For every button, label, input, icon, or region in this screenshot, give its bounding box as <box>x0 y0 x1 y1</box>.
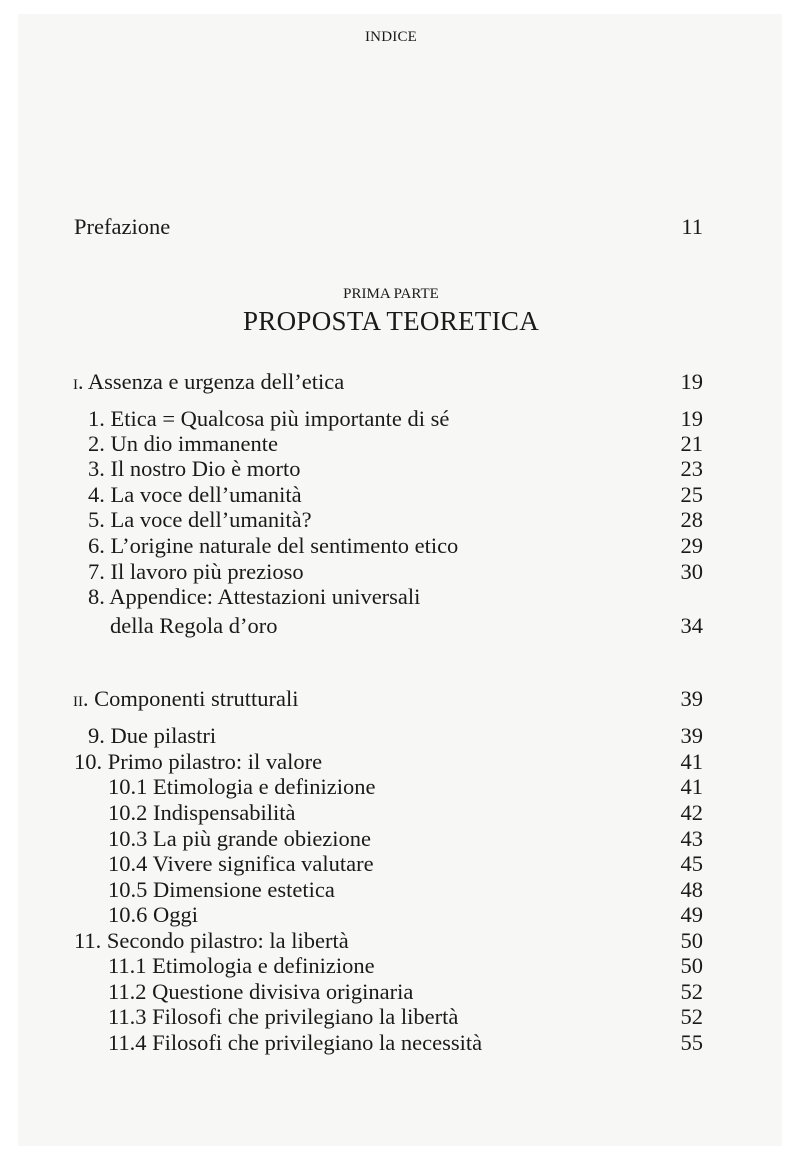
entry-title: 2. Un dio immanente <box>88 431 278 456</box>
toc-entry-continuation[interactable] <box>0 613 800 639</box>
entry-title: 3. Il nostro Dio è morto <box>88 456 301 481</box>
toc-entry[interactable] <box>0 877 800 903</box>
toc-entry[interactable] <box>0 456 800 482</box>
toc-entry[interactable] <box>0 749 800 775</box>
entry-page: 39 <box>680 723 703 748</box>
entry-title: 11. Secondo pilastro: la libertà <box>74 928 349 953</box>
entry-page: 45 <box>680 851 703 876</box>
toc-entry[interactable] <box>0 774 800 800</box>
toc-entry[interactable] <box>0 406 800 432</box>
entry-title: 5. La voce dell’umanità? <box>88 507 312 532</box>
entry-page: 52 <box>680 1004 703 1029</box>
entry-title: 10.4 Vivere significa valutare <box>108 851 374 876</box>
toc-entry[interactable] <box>0 953 800 979</box>
entry-page: 28 <box>680 507 703 532</box>
entry-title: 9. Due pilastri <box>88 723 217 748</box>
entry-page: 19 <box>680 369 703 394</box>
entry-title: 7. Il lavoro più prezioso <box>88 559 304 584</box>
chapter-numeral: i. <box>73 369 84 394</box>
toc-entry[interactable] <box>0 559 800 585</box>
entry-title: 10.2 Indispensabilità <box>108 800 296 825</box>
entry-page: 50 <box>680 928 703 953</box>
toc-entry[interactable] <box>0 800 800 826</box>
entry-title: 11.1 Etimologia e definizione <box>108 953 375 978</box>
entry-page: 25 <box>680 482 703 507</box>
toc-entry[interactable] <box>0 979 800 1005</box>
toc-entry[interactable] <box>0 851 800 877</box>
entry-title-continuation: della Regola d’oro <box>110 613 278 638</box>
toc-entry[interactable] <box>0 1030 800 1056</box>
part-label: PRIMA PARTE <box>343 286 439 302</box>
entry-title: 10. Primo pilastro: il valore <box>74 749 323 774</box>
entry-title: 10.6 Oggi <box>108 902 198 927</box>
entry-title: 11.4 Filosofi che privilegiano la necessità <box>108 1030 483 1055</box>
entry-title: 11.3 Filosofi che privilegiano la libertà <box>108 1004 459 1029</box>
entry-title: 4. La voce dell’umanità <box>88 482 302 507</box>
entry-page: 21 <box>680 431 703 456</box>
entry-title: 8. Appendice: Attestazioni universali <box>88 584 421 609</box>
toc-entry[interactable] <box>0 902 800 928</box>
entry-title: 6. L’origine naturale del sentimento etico <box>88 533 459 558</box>
toc-entry[interactable] <box>0 533 800 559</box>
chapter-title: Componenti strutturali <box>94 686 299 711</box>
chapter-numeral: ii. <box>73 686 89 711</box>
entry-page: 50 <box>680 953 703 978</box>
entry-title: Prefazione <box>74 214 171 239</box>
toc-entry[interactable] <box>0 584 800 610</box>
entry-page: 48 <box>680 877 703 902</box>
entry-page: 52 <box>680 979 703 1004</box>
entry-title: 10.1 Etimologia e definizione <box>108 774 376 799</box>
entry-page: 41 <box>680 749 703 774</box>
toc-chapter-1[interactable] <box>0 369 800 395</box>
part-title: PROPOSTA TEORETICA <box>242 306 540 336</box>
toc-entry[interactable] <box>0 826 800 852</box>
entry-page: 43 <box>680 826 703 851</box>
entry-page: 29 <box>680 533 703 558</box>
toc-entry[interactable] <box>0 1004 800 1030</box>
toc-entry[interactable] <box>0 431 800 457</box>
entry-title: 1. Etica = Qualcosa più importante di sé <box>88 406 450 431</box>
toc-entry[interactable] <box>0 482 800 508</box>
entry-page: 55 <box>680 1030 703 1055</box>
entry-page: 49 <box>680 902 703 927</box>
entry-page: 11 <box>681 214 703 239</box>
entry-page: 42 <box>680 800 703 825</box>
entry-page: 34 <box>680 613 703 638</box>
entry-page: 39 <box>680 686 703 711</box>
entry-page: 41 <box>680 774 703 799</box>
toc-chapter-2[interactable] <box>0 686 800 712</box>
toc-entry[interactable] <box>0 507 800 533</box>
entry-title: 10.5 Dimensione estetica <box>108 877 335 902</box>
entry-page: 19 <box>680 406 703 431</box>
toc-entry-preface[interactable] <box>0 214 800 240</box>
toc-entry[interactable] <box>0 928 800 954</box>
running-head: INDICE <box>364 29 418 45</box>
chapter-title: Assenza e urgenza dell’etica <box>87 369 345 394</box>
entry-title: 11.2 Questione divisiva originaria <box>108 979 414 1004</box>
entry-page: 30 <box>680 559 703 584</box>
entry-page: 23 <box>680 456 703 481</box>
entry-title: 10.3 La più grande obiezione <box>108 826 372 851</box>
toc-entry[interactable] <box>0 723 800 749</box>
